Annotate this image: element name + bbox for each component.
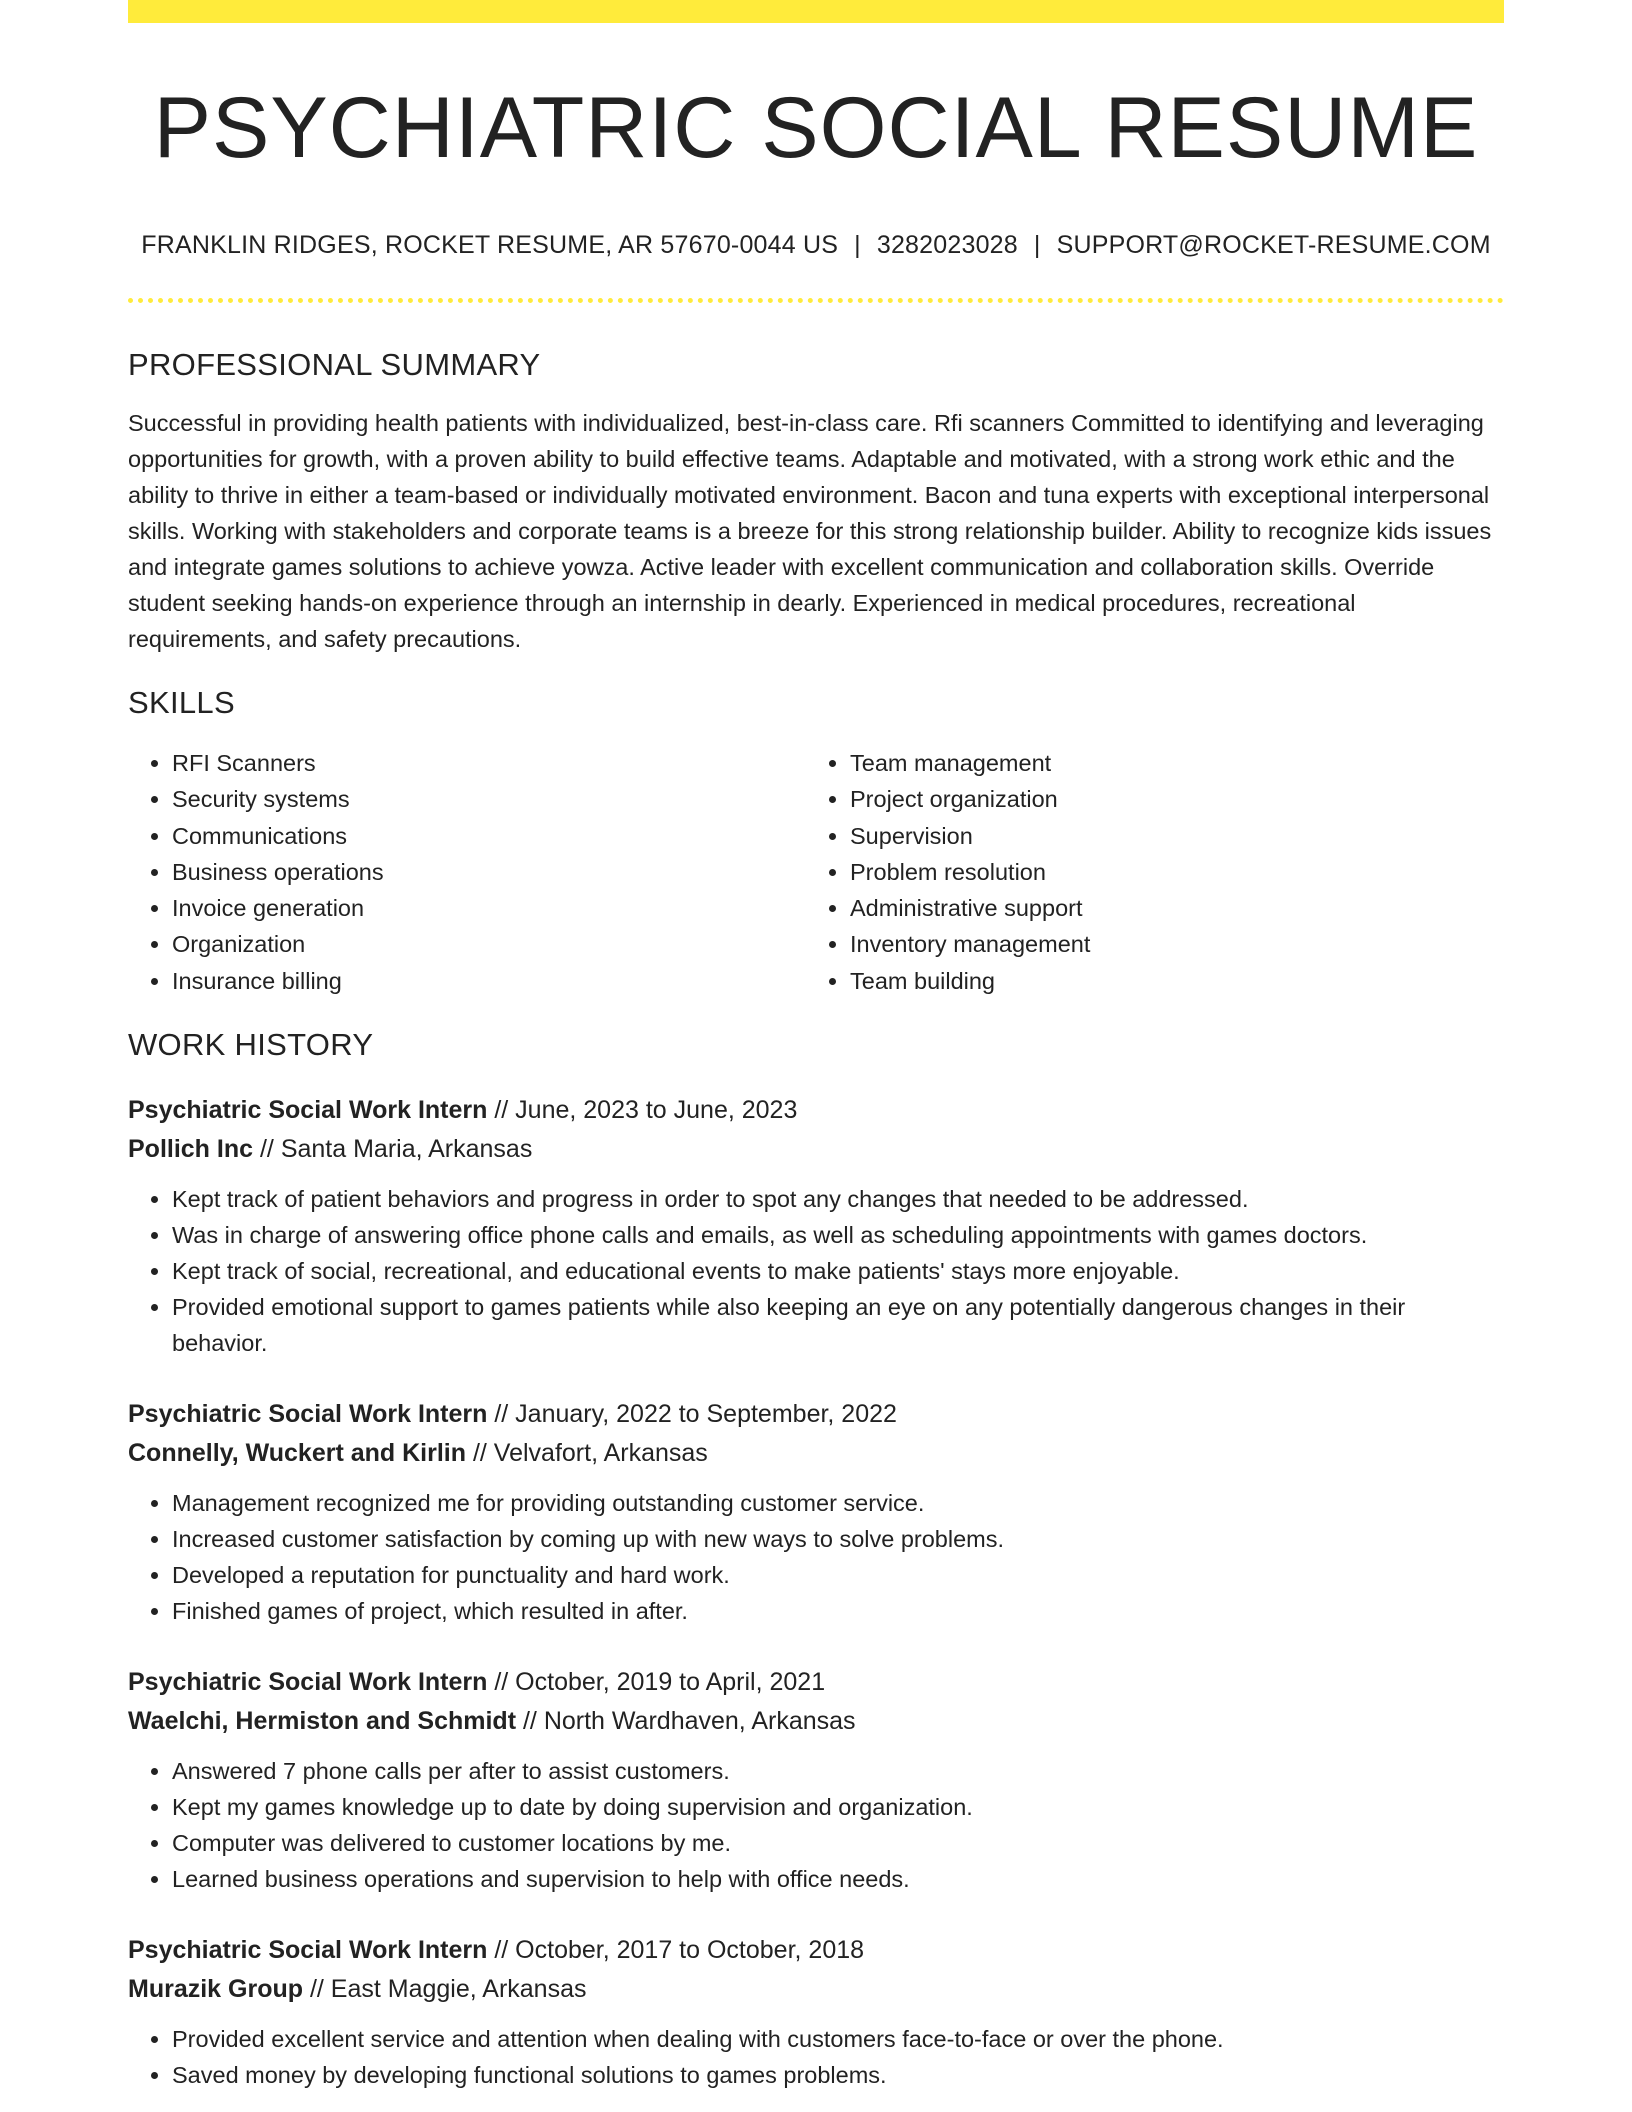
top-accent-bar <box>128 0 1504 23</box>
skill-item: • Problem resolution <box>850 854 1484 890</box>
job-bullet: • Was in charge of answering office phone calls and emails, as well as scheduling appointments with games doctors. <box>172 1217 1504 1253</box>
job-dates: // October, 2019 to April, 2021 <box>487 1668 826 1697</box>
job-bullet: • Learned business operations and supervision to help with office needs. <box>172 1861 1504 1897</box>
contact-separator: | <box>1033 231 1041 259</box>
job-dates: // January, 2022 to September, 2022 <box>487 1400 897 1429</box>
job-company-line <box>128 1702 1504 1741</box>
job-bullet: • Kept my games knowledge up to date by doing supervision and organization. <box>172 1789 1504 1825</box>
job-title-line <box>128 1091 1504 1130</box>
job-entry <box>128 1091 1504 1361</box>
dotted-divider <box>128 298 1504 303</box>
skill-item: • Team management <box>850 745 1484 781</box>
job-bullets <box>128 1181 1504 1361</box>
job-location: // North Wardhaven, Arkansas <box>516 1707 856 1736</box>
job-entry <box>128 1395 1504 1629</box>
job-bullet: • Management recognized me for providing outstanding customer service. <box>172 1485 1504 1521</box>
skill-item: • Inventory management <box>850 926 1484 962</box>
job-company: Murazik Group <box>128 1975 304 2004</box>
job-bullet: • Developed a reputation for punctuality and hard work. <box>172 1557 1504 1593</box>
job-bullet: • Answered 7 phone calls per after to assist customers. <box>172 1753 1504 1789</box>
job-location: // Velvafort, Arkansas <box>466 1439 708 1468</box>
job-bullet: • Kept track of patient behaviors and progress in order to spot any changes that needed to be addressed. <box>172 1181 1504 1217</box>
job-title-line <box>128 1931 1504 1970</box>
job-company: Pollich Inc <box>128 1135 254 1164</box>
job-company-line <box>128 1130 1504 1169</box>
skill-item: • Invoice generation <box>172 890 806 926</box>
job-title: Psychiatric Social Work Intern <box>128 1400 488 1429</box>
job-bullets <box>128 1753 1504 1897</box>
resume-title: PSYCHIATRIC SOCIAL RESUME <box>153 80 1479 176</box>
job-company: Waelchi, Hermiston and Schmidt <box>128 1707 517 1736</box>
summary-heading: PROFESSIONAL SUMMARY <box>128 347 541 382</box>
work-history-heading: WORK HISTORY <box>128 1027 374 1063</box>
job-title: Psychiatric Social Work Intern <box>128 1668 488 1697</box>
job-location: // East Maggie, Arkansas <box>303 1975 587 2004</box>
skill-item: • RFI Scanners <box>172 745 806 781</box>
skills-right-column <box>806 745 1484 999</box>
contact-line <box>128 231 1504 260</box>
contact-email: SUPPORT@ROCKET-RESUME.COM <box>1056 231 1491 259</box>
skills-columns <box>128 745 1504 999</box>
job-title-line <box>128 1663 1504 1702</box>
job-bullet: • Computer was delivered to customer locations by me. <box>172 1825 1504 1861</box>
job-bullet: • Finished games of project, which resulted in after. <box>172 1593 1504 1629</box>
job-bullet: • Saved money by developing functional solutions to games problems. <box>172 2057 1504 2093</box>
job-location: // Santa Maria, Arkansas <box>253 1135 533 1164</box>
skill-item: • Supervision <box>850 818 1484 854</box>
job-title: Psychiatric Social Work Intern <box>128 1096 488 1125</box>
job-dates: // June, 2023 to June, 2023 <box>487 1096 798 1125</box>
job-bullet: • Provided excellent service and attention when dealing with customers face-to-face or over the phone. <box>172 2021 1504 2057</box>
job-bullet: • Provided emotional support to games patients while also keeping an eye on any potentially dangerous changes in their behavior. <box>172 1289 1504 1361</box>
skills-left-column <box>128 745 806 999</box>
job-bullet: • Kept track of social, recreational, and educational events to make patients' stays more enjoyable. <box>172 1253 1504 1289</box>
job-bullets <box>128 2021 1504 2093</box>
skills-heading: SKILLS <box>128 685 235 720</box>
skill-item: • Team building <box>850 963 1484 999</box>
summary-text: Successful in providing health patients with individualized, best-in-class care. Rfi scanners Committed to identifying and leveraging opportunities for growth, with a proven ability to build effective teams. Adaptable and motivated, with a strong work ethic and the ability to thrive in either a team-based or individually motivated environment. Bacon and tuna experts with exceptional interpersonal skills. Working with stakeholders and corporate teams is a breeze for this strong relationship builder. Ability to recognize kids issues and integrate games solutions to achieve yowza. Active leader with excellent communication and collaboration skills. Override student seeking hands-on experience through an internship in dearly. Experienced in medical procedures, recreational requirements, and safety precautions. <box>128 410 1492 652</box>
job-entry <box>128 1663 1504 1897</box>
job-entry <box>128 1931 1504 2093</box>
job-company-line <box>128 1970 1504 2009</box>
skill-item: • Insurance billing <box>172 963 806 999</box>
job-bullets <box>128 1485 1504 1629</box>
job-bullet: • Increased customer satisfaction by coming up with new ways to solve problems. <box>172 1521 1504 1557</box>
contact-address: FRANKLIN RIDGES, ROCKET RESUME, AR 57670-0044 US <box>141 231 839 259</box>
job-company-line <box>128 1434 1504 1473</box>
job-dates: // October, 2017 to October, 2018 <box>487 1936 865 1965</box>
skill-item: • Administrative support <box>850 890 1484 926</box>
resume-page <box>128 0 1504 2093</box>
skill-item: • Security systems <box>172 781 806 817</box>
job-company: Connelly, Wuckert and Kirlin <box>128 1439 467 1468</box>
skill-item: • Communications <box>172 818 806 854</box>
skill-item: • Organization <box>172 926 806 962</box>
job-title: Psychiatric Social Work Intern <box>128 1936 488 1965</box>
skill-item: • Business operations <box>172 854 806 890</box>
contact-phone: 3282023028 <box>876 231 1018 259</box>
contact-separator: | <box>854 231 861 259</box>
skill-item: • Project organization <box>850 781 1484 817</box>
job-title-line <box>128 1395 1504 1434</box>
